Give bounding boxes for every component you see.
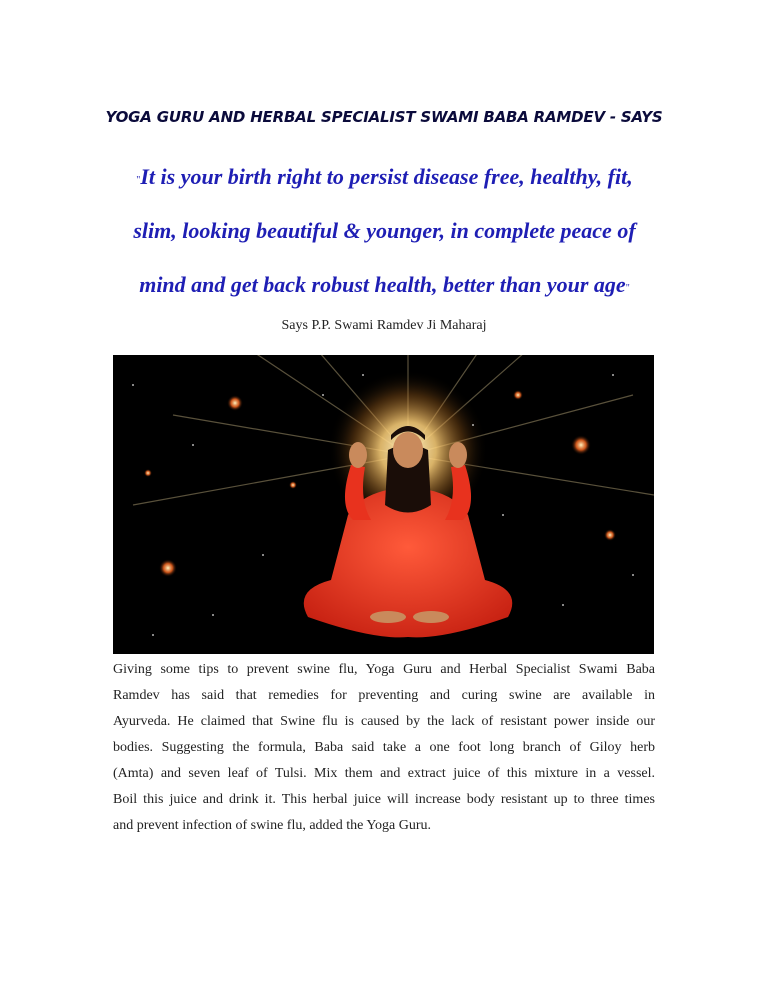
- featured-quote: [112, 160, 657, 322]
- body-line: Giving some tips to prevent swine flu, Yoga Guru and Herbal Specialist Swami Baba: [113, 662, 655, 677]
- quote-line-text: slim, looking beautiful & younger, in complete peace of: [133, 218, 636, 243]
- body-line: Ramdev has said that remedies for preventing and curing swine are available in: [113, 688, 655, 703]
- article-body: [113, 657, 655, 839]
- quote-line: [112, 268, 657, 322]
- body-line: Boil this juice and drink it. This herbal juice will increase body resistant up to three times: [113, 792, 655, 807]
- quote-line-text: mind and get back robust health, better than your age: [139, 272, 626, 297]
- body-line: bodies. Suggesting the formula, Baba said take a one foot long branch of Giloy herb: [113, 740, 655, 755]
- document-heading: YOGA GURU AND HERBAL SPECIALIST SWAMI BABA RAMDEV - SAYS: [105, 108, 663, 126]
- meditating-figure-image: [113, 355, 654, 654]
- quote-attribution: Says P.P. Swami Ramdev Ji Maharaj: [281, 318, 487, 333]
- quote-line: [112, 160, 657, 214]
- quote-open-mark: ": [136, 175, 141, 186]
- meditating-figure-illustration: [113, 355, 654, 654]
- body-line: Ayurveda. He claimed that Swine flu is caused by the lack of resistant power inside our: [113, 714, 655, 729]
- quote-close-mark: ": [625, 283, 630, 294]
- body-line: (Amta) and seven leaf of Tulsi. Mix them and extract juice of this mixture in a vessel.: [113, 766, 655, 781]
- body-line: and prevent infection of swine flu, added the Yoga Guru.: [113, 818, 432, 833]
- quote-line: [112, 214, 657, 268]
- quote-line-text: It is your birth right to persist disease free, healthy, fit,: [140, 164, 633, 189]
